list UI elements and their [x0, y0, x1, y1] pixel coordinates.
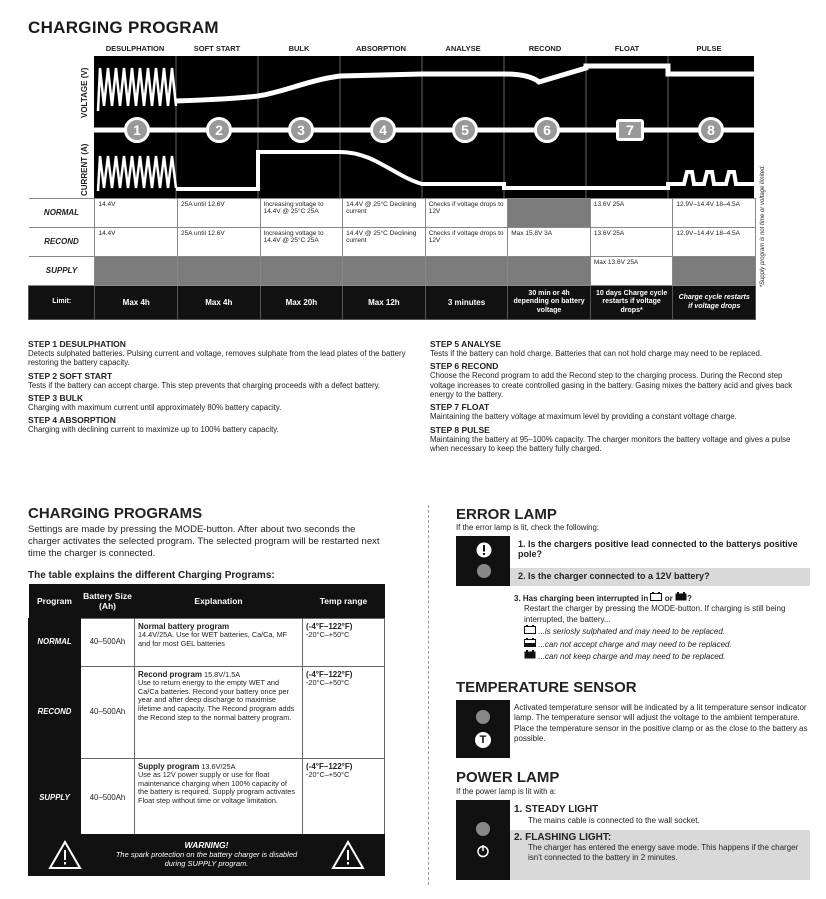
warning-text: The spark protection on the battery charger is disabled during SUPPLY program.: [115, 850, 298, 868]
bullet-2: ...can not accept charge and may need to be replaced.: [538, 639, 732, 649]
explanation: [135, 618, 303, 666]
step-text: Charging with declining current to maximize up to 100% battery capacity.: [28, 425, 279, 435]
step-text: Maintaining the battery voltage at maximum level by providing a constant voltage charge.: [430, 412, 737, 422]
error-lamp-indicator: [477, 564, 491, 578]
cell: Max 4h: [178, 286, 261, 320]
error-lamp-title: ERROR LAMP: [456, 506, 557, 523]
header-program: Program: [29, 584, 81, 618]
q3-text: Restart the charger by pressing the MODE-button. If charging is still being interrupted, the battery...: [524, 604, 786, 624]
supply-warning-box: [28, 834, 385, 876]
row-normal: [29, 199, 756, 228]
explanation-text: Use to return energy to the empty WET and Ca/Ca batteries. Recond your battery once per year and after deep discharge to maximise lifetime and capacity. The Recond program adds the Recond step to the normal battery program.: [138, 678, 295, 722]
program-normal: NORMAL: [29, 618, 81, 666]
bullet-1: ...is seriosly sulphated and may need to be replaced.: [538, 627, 726, 637]
cell: 13.6V 25A: [590, 199, 673, 228]
cell: 12.9V–14.4V 18–4.5A: [673, 228, 756, 257]
step-title: STEP 5 ANALYSE: [430, 339, 502, 349]
cell: 30 min or 4h depending on battery voltage: [508, 286, 591, 320]
explanation-rest: 13.6V/25A: [199, 761, 236, 771]
temperature-sensor-text: Activated temperature sensor will be indicated by a lit temperature sensor indicator lamp. The temperature sensor will adjust the voltage to the ambient temperature. Place the temperature sensor in the positive clamp or as the close to the battery as possible.: [514, 703, 808, 744]
battery-size: 40–500Ah: [81, 758, 135, 838]
charging-programs-title: CHARGING PROGRAMS: [28, 505, 203, 522]
battery-half-icon: [524, 638, 536, 647]
error-question-2: 2. Is the charger connected to a 12V battery?: [510, 568, 810, 586]
step-6-indicator: 6: [534, 117, 560, 143]
current-axis-label: CURRENT (A): [80, 143, 89, 196]
column-float: FLOAT: [614, 44, 640, 53]
temp-f: (-4°F–122°F): [306, 761, 353, 771]
step-text: Maintaining the battery at 95–100% capacity. The charger monitors the battery voltage and gives a pulse when necessary to keep the battery fully charged.: [430, 434, 791, 454]
error-lamp-subtitle: If the error lamp is lit, check the following:: [456, 523, 600, 532]
cell: Max 13.6V 25A: [590, 257, 673, 286]
cell: Increasing voltage to 14.4V @ 25°C 25A: [260, 199, 343, 228]
step-5-indicator: 5: [452, 117, 478, 143]
temp-range: [303, 758, 385, 838]
power-lamp-subtitle: If the power lamp is lit with a:: [456, 787, 557, 796]
error-question-1: 1. Is the chargers positive lead connected to the batterys positive pole?: [510, 536, 810, 566]
row-limit: [29, 286, 756, 320]
cell-empty: [673, 257, 756, 286]
column-recond: RECOND: [528, 44, 562, 53]
step-title: STEP 6 RECOND: [430, 361, 499, 372]
cell-empty: [95, 257, 178, 286]
power-flashing-section: [510, 830, 810, 880]
step-2-indicator: 2: [206, 117, 232, 143]
explanation-bold: Supply program: [138, 761, 200, 771]
supply-side-note: *Supply program is not time or voltage limited.: [760, 165, 766, 288]
flashing-light-text: The charger has entered the energy save mode. This happens if the charger isn't connected to the battery in 2 minutes.: [528, 843, 799, 863]
cell: 12.9V–14.4V 18–4.5A: [673, 199, 756, 228]
steps-right: [430, 336, 805, 453]
step-3-indicator: 3: [288, 117, 314, 143]
warning-triangle-icon: [331, 840, 365, 870]
explanation-bold: Recond program: [138, 669, 203, 679]
warning-triangle-icon: [48, 840, 82, 870]
warning-title: WARNING!: [184, 840, 229, 850]
cell: 14.4V: [95, 199, 178, 228]
column-absorption: ABSORPTION: [355, 44, 406, 53]
cell: 25A until 12.6V: [178, 199, 261, 228]
steady-light-heading: 1. STEADY LIGHT: [514, 804, 599, 815]
explanation: [135, 666, 303, 758]
charging-curve-diagram: [94, 56, 754, 198]
explanation-text: Use as 12V power supply or use for float maintenance charging when 100% capacity of the battery is required. Supply program activates Float step without time or voltage limitation.: [138, 770, 295, 805]
cell-empty: [343, 257, 426, 286]
row-label-limit: Limit:: [29, 286, 95, 320]
column-soft-start: SOFT START: [193, 44, 241, 53]
row-recond: [29, 228, 756, 257]
row-supply: [29, 257, 756, 286]
table-header-row: [29, 584, 385, 618]
cell-empty: [508, 257, 591, 286]
temperature-sensor-title: TEMPERATURE SENSOR: [456, 679, 637, 696]
step-4-indicator: 4: [370, 117, 396, 143]
temperature-lamp-panel: [456, 700, 510, 758]
step-title: STEP 8 PULSE: [430, 424, 490, 435]
program-supply: SUPPLY: [29, 758, 81, 838]
cell: Max 4h: [95, 286, 178, 320]
steps-left: [28, 336, 413, 435]
q3-label: 3. Has charging been interrupted in: [514, 594, 649, 603]
step-title: STEP 3 BULK: [28, 393, 84, 404]
temperature-lamp-indicator: [476, 710, 490, 724]
q3-or: or: [664, 594, 673, 603]
row-label-normal: NORMAL: [29, 199, 95, 228]
cell: 14.4V @ 25°C Declining current: [343, 199, 426, 228]
table-row: [29, 758, 385, 838]
step-text: Charging with maximum current until approximately 80% battery capacity.: [28, 403, 282, 413]
column-pulse: PULSE: [696, 44, 722, 53]
error-question-3: [514, 592, 810, 662]
flashing-light-heading: 2. FLASHING LIGHT:: [514, 832, 612, 843]
explanation-rest: 15.8V/1.5A: [202, 669, 241, 679]
power-lamp-title: POWER LAMP: [456, 769, 560, 786]
power-lamp-indicator: [476, 822, 490, 836]
step-text: Tests if the battery can accept charge. This step prevents that charging proceeds with a defect battery.: [28, 380, 381, 390]
step-1-indicator: 1: [124, 117, 150, 143]
error-exclamation-icon: [476, 542, 492, 558]
step-7-battery-indicator: 7: [616, 119, 644, 141]
power-icon: [476, 844, 490, 858]
charging-programs-table-title: The table explains the different Charging Programs:: [28, 570, 275, 581]
cell-empty: [508, 199, 591, 228]
row-label-supply: SUPPLY: [29, 257, 95, 286]
column-bulk: BULK: [288, 44, 310, 53]
cell: Max 15.8V 3A: [508, 228, 591, 257]
battery-size: 40–500Ah: [81, 618, 135, 666]
battery-size: 40–500Ah: [81, 666, 135, 758]
header-temp-range: Temp range: [303, 584, 385, 618]
battery-outline-icon: [524, 625, 536, 634]
temp-range: [303, 618, 385, 666]
temp-c: -20°C–+50°C: [306, 630, 350, 640]
cell: Checks if voltage drops to 12V: [425, 228, 508, 257]
bullet-3: ...can not keep charge and may need to be replaced.: [538, 651, 726, 661]
battery-full-icon: [524, 650, 536, 659]
battery-full-icon: [675, 592, 687, 601]
column-desulphation: DESULPHATION: [105, 44, 165, 53]
step-title: STEP 2 SOFT START: [28, 370, 113, 381]
explanation: [135, 758, 303, 838]
cell: Increasing voltage to 14.4V @ 25°C 25A: [260, 228, 343, 257]
cell: Max 20h: [260, 286, 343, 320]
temperature-t-icon: T: [475, 732, 491, 748]
header-explanation: Explanation: [135, 584, 303, 618]
power-steady-section: [514, 803, 810, 826]
cell: Checks if voltage drops to 12V: [425, 199, 508, 228]
header-battery-size: Battery Size (Ah): [81, 584, 135, 618]
cell: 3 minutes: [425, 286, 508, 320]
temp-c: -20°C–+50°C: [306, 770, 350, 780]
cell: 25A until 12.6V: [178, 228, 261, 257]
q3-end: ?: [686, 594, 692, 603]
explanation-bold: Normal battery program: [138, 621, 230, 631]
cell: 13.6V 25A: [590, 228, 673, 257]
table-row: [29, 618, 385, 666]
program-recond: RECOND: [29, 666, 81, 758]
cell-empty: [425, 257, 508, 286]
table-row: [29, 666, 385, 758]
step-text: Choose the Recond program to add the Recond step to the charging process. During the Recond step voltage increases to create controlled gasing in the battery. Gasing mixes the battery acid and gives back energy to the battery.: [430, 371, 793, 400]
voltage-axis-label: VOLTAGE (V): [80, 67, 89, 118]
explanation-text: 14.4V/25A. Use for WET batteries, Ca/Ca, MF and for most GEL batteries: [138, 630, 288, 648]
column-divider: [428, 505, 429, 885]
cell: 14.4V: [95, 228, 178, 257]
temp-f: (-4°F–122°F): [306, 669, 353, 679]
cell-empty: [260, 257, 343, 286]
cell: Charge cycle restarts if voltage drops: [673, 286, 756, 320]
charging-programs-intro: Settings are made by pressing the MODE-button. After about two seconds the charger activates the selected program. The selected program will be restarted next time the charger is connected.: [28, 524, 380, 559]
error-lamp-panel: [456, 536, 510, 586]
cell: 14.4V @ 25°C Declining current: [343, 228, 426, 257]
step-text: Detects sulphated batteries. Pulsing current and voltage, removes sulphate from the lead plates of the battery restoring the battery capacity.: [28, 349, 406, 368]
charging-programs-table: [28, 584, 385, 839]
program-step-table: [28, 198, 756, 320]
temp-range: [303, 666, 385, 758]
cell-empty: [178, 257, 261, 286]
battery-outline-icon: [650, 592, 662, 601]
step-8-indicator: 8: [698, 117, 724, 143]
temp-f: (-4°F–122°F): [306, 621, 353, 631]
cell: 10 days Charge cycle restarts if voltage drops*: [590, 286, 673, 320]
step-text: Tests if the battery can hold charge. Batteries that can not hold charge may need to be replaced.: [430, 349, 763, 358]
steady-light-text: The mains cable is connected to the wall socket.: [528, 816, 700, 825]
step-title: STEP 1 DESULPHATION: [28, 339, 126, 349]
row-label-recond: RECOND: [29, 228, 95, 257]
cell: Max 12h: [343, 286, 426, 320]
temp-c: -20°C–+50°C: [306, 678, 350, 688]
charging-program-title: CHARGING PROGRAM: [28, 18, 219, 37]
column-analyse: ANALYSE: [445, 44, 481, 53]
step-title: STEP 4 ABSORPTION: [28, 415, 116, 426]
power-lamp-panel: [456, 800, 510, 880]
step-title: STEP 7 FLOAT: [430, 402, 490, 413]
